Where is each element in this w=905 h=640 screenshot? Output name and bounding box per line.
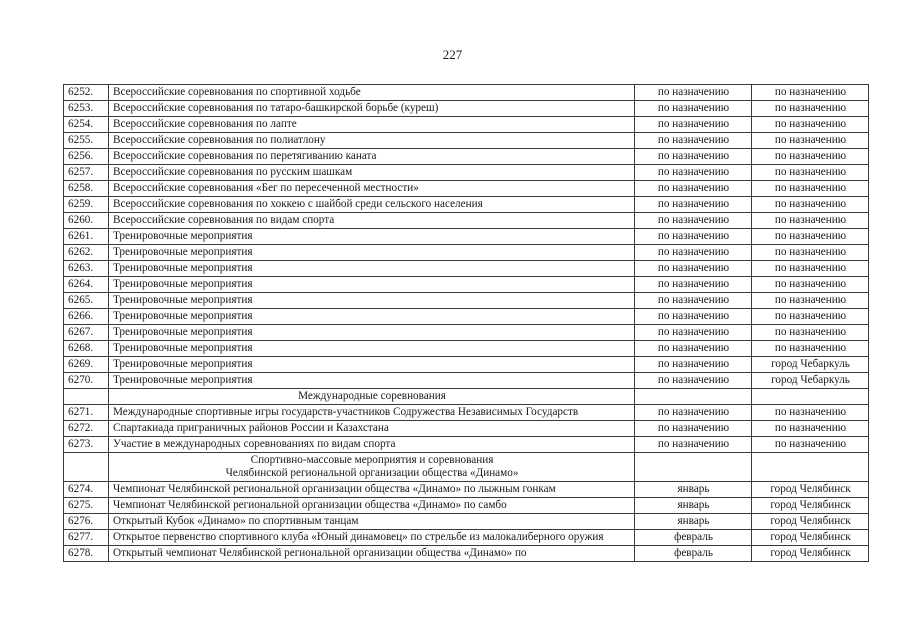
event-name: Открытый чемпионат Челябинской региональной организации общества «Динамо» по <box>109 546 635 562</box>
event-date: январь <box>635 482 752 498</box>
table-row <box>64 149 869 165</box>
row-number: 6258. <box>64 181 109 197</box>
table-row <box>64 117 869 133</box>
table-row <box>64 277 869 293</box>
row-number: 6263. <box>64 261 109 277</box>
table-row <box>64 133 869 149</box>
table-row <box>64 165 869 181</box>
table-row <box>64 101 869 117</box>
event-place: город Челябинск <box>752 514 869 530</box>
table-row <box>64 213 869 229</box>
event-name: Всероссийские соревнования по татаро-башкирской борьбе (куреш) <box>109 101 635 117</box>
table-row <box>64 245 869 261</box>
event-name: Всероссийские соревнования по хоккею с шайбой среди сельского населения <box>109 197 635 213</box>
event-date: по назначению <box>635 181 752 197</box>
table-row <box>64 530 869 546</box>
event-name: Тренировочные мероприятия <box>109 325 635 341</box>
section-title <box>109 453 635 482</box>
section-title-line: Челябинской региональной организации общества «Динамо» <box>225 467 519 479</box>
event-name: Всероссийские соревнования «Бег по пересеченной местности» <box>109 181 635 197</box>
event-place: по назначению <box>752 277 869 293</box>
event-date: февраль <box>635 546 752 562</box>
row-number: 6265. <box>64 293 109 309</box>
table-row <box>64 405 869 421</box>
table-row <box>64 546 869 562</box>
row-number: 6274. <box>64 482 109 498</box>
row-number: 6275. <box>64 498 109 514</box>
event-date: январь <box>635 498 752 514</box>
event-place: по назначению <box>752 405 869 421</box>
event-date: по назначению <box>635 117 752 133</box>
table-row <box>64 261 869 277</box>
row-number: 6256. <box>64 149 109 165</box>
event-name: Тренировочные мероприятия <box>109 309 635 325</box>
event-date: по назначению <box>635 293 752 309</box>
event-name: Тренировочные мероприятия <box>109 245 635 261</box>
row-number: 6272. <box>64 421 109 437</box>
event-name: Всероссийские соревнования по спортивной ходьбе <box>109 85 635 101</box>
event-place: по назначению <box>752 229 869 245</box>
event-date: по назначению <box>635 245 752 261</box>
table-row <box>64 85 869 101</box>
event-date: по назначению <box>635 165 752 181</box>
event-name: Всероссийские соревнования по лапте <box>109 117 635 133</box>
row-number: 6255. <box>64 133 109 149</box>
row-number: 6278. <box>64 546 109 562</box>
table-row <box>64 341 869 357</box>
event-place: по назначению <box>752 261 869 277</box>
event-place: по назначению <box>752 293 869 309</box>
table-body <box>64 85 869 389</box>
event-date: январь <box>635 514 752 530</box>
row-number: 6268. <box>64 341 109 357</box>
event-date: по назначению <box>635 149 752 165</box>
row-number: 6264. <box>64 277 109 293</box>
event-date: по назначению <box>635 405 752 421</box>
row-number: 6254. <box>64 117 109 133</box>
event-name: Тренировочные мероприятия <box>109 293 635 309</box>
event-place: по назначению <box>752 133 869 149</box>
event-place: город Челябинск <box>752 482 869 498</box>
event-place: по назначению <box>752 421 869 437</box>
event-place: по назначению <box>752 181 869 197</box>
page-bottom-edge <box>0 634 905 640</box>
event-date: по назначению <box>635 341 752 357</box>
event-name: Всероссийские соревнования по видам спорта <box>109 213 635 229</box>
row-number: 6259. <box>64 197 109 213</box>
event-place: по назначению <box>752 85 869 101</box>
events-table <box>63 84 869 562</box>
event-date: по назначению <box>635 213 752 229</box>
event-name: Тренировочные мероприятия <box>109 261 635 277</box>
event-name: Всероссийские соревнования по полиатлону <box>109 133 635 149</box>
event-date: по назначению <box>635 421 752 437</box>
event-name: Тренировочные мероприятия <box>109 357 635 373</box>
section-title: Международные соревнования <box>109 389 635 405</box>
event-place: по назначению <box>752 325 869 341</box>
event-name: Всероссийские соревнования по русским шашкам <box>109 165 635 181</box>
event-name: Открытое первенство спортивного клуба «Юный динамовец» по стрельбе из малокалиберного оружия <box>109 530 635 546</box>
table-row <box>64 373 869 389</box>
table-row <box>64 325 869 341</box>
event-name: Всероссийские соревнования по перетягиванию каната <box>109 149 635 165</box>
row-number: 6260. <box>64 213 109 229</box>
event-place: город Челябинск <box>752 546 869 562</box>
event-name: Участие в международных соревнованиях по видам спорта <box>109 437 635 453</box>
row-number: 6273. <box>64 437 109 453</box>
row-number: 6257. <box>64 165 109 181</box>
event-place: по назначению <box>752 309 869 325</box>
event-date: по назначению <box>635 101 752 117</box>
section-title-line: Спортивно-массовые мероприятия и соревнования <box>250 454 494 466</box>
table-body <box>64 482 869 562</box>
row-number: 6269. <box>64 357 109 373</box>
event-place: по назначению <box>752 437 869 453</box>
row-number: 6276. <box>64 514 109 530</box>
row-number: 6267. <box>64 325 109 341</box>
row-number: 6253. <box>64 101 109 117</box>
row-number: 6252. <box>64 85 109 101</box>
table-row <box>64 181 869 197</box>
event-name: Тренировочные мероприятия <box>109 373 635 389</box>
row-number: 6271. <box>64 405 109 421</box>
event-name: Чемпионат Челябинской региональной организации общества «Динамо» по лыжным гонкам <box>109 482 635 498</box>
row-number: 6261. <box>64 229 109 245</box>
event-name: Спартакиада приграничных районов России и Казахстана <box>109 421 635 437</box>
page-number: 227 <box>442 47 463 62</box>
table-row <box>64 197 869 213</box>
event-place: по назначению <box>752 149 869 165</box>
event-place: город Чебаркуль <box>752 373 869 389</box>
event-date: по назначению <box>635 133 752 149</box>
event-date: по назначению <box>635 373 752 389</box>
event-place: по назначению <box>752 165 869 181</box>
event-place: по назначению <box>752 341 869 357</box>
event-name: Тренировочные мероприятия <box>109 229 635 245</box>
row-number: 6277. <box>64 530 109 546</box>
event-place: по назначению <box>752 245 869 261</box>
table-body <box>64 405 869 453</box>
event-place: город Челябинск <box>752 498 869 514</box>
event-place: город Челябинск <box>752 530 869 546</box>
event-date: по назначению <box>635 277 752 293</box>
event-name: Международные спортивные игры государств-участников Содружества Независимых Государств <box>109 405 635 421</box>
table-row <box>64 482 869 498</box>
event-place: город Чебаркуль <box>752 357 869 373</box>
table-row <box>64 309 869 325</box>
table-row <box>64 421 869 437</box>
event-date: по назначению <box>635 261 752 277</box>
event-name: Тренировочные мероприятия <box>109 277 635 293</box>
section-row <box>64 453 869 482</box>
event-date: по назначению <box>635 309 752 325</box>
table-row <box>64 229 869 245</box>
row-number: 6270. <box>64 373 109 389</box>
event-date: по назначению <box>635 85 752 101</box>
event-place: по назначению <box>752 101 869 117</box>
table-row <box>64 514 869 530</box>
table-row <box>64 498 869 514</box>
event-date: по назначению <box>635 229 752 245</box>
event-place: по назначению <box>752 197 869 213</box>
table-row <box>64 293 869 309</box>
event-date: по назначению <box>635 357 752 373</box>
event-name: Чемпионат Челябинской региональной организации общества «Динамо» по самбо <box>109 498 635 514</box>
event-name: Тренировочные мероприятия <box>109 341 635 357</box>
event-name: Открытый Кубок «Динамо» по спортивным танцам <box>109 514 635 530</box>
row-number: 6262. <box>64 245 109 261</box>
event-place: по назначению <box>752 213 869 229</box>
row-number: 6266. <box>64 309 109 325</box>
section-row <box>64 389 869 405</box>
table-row <box>64 437 869 453</box>
event-date: по назначению <box>635 325 752 341</box>
event-date: по назначению <box>635 197 752 213</box>
table-row <box>64 357 869 373</box>
event-place: по назначению <box>752 117 869 133</box>
event-date: февраль <box>635 530 752 546</box>
event-date: по назначению <box>635 437 752 453</box>
